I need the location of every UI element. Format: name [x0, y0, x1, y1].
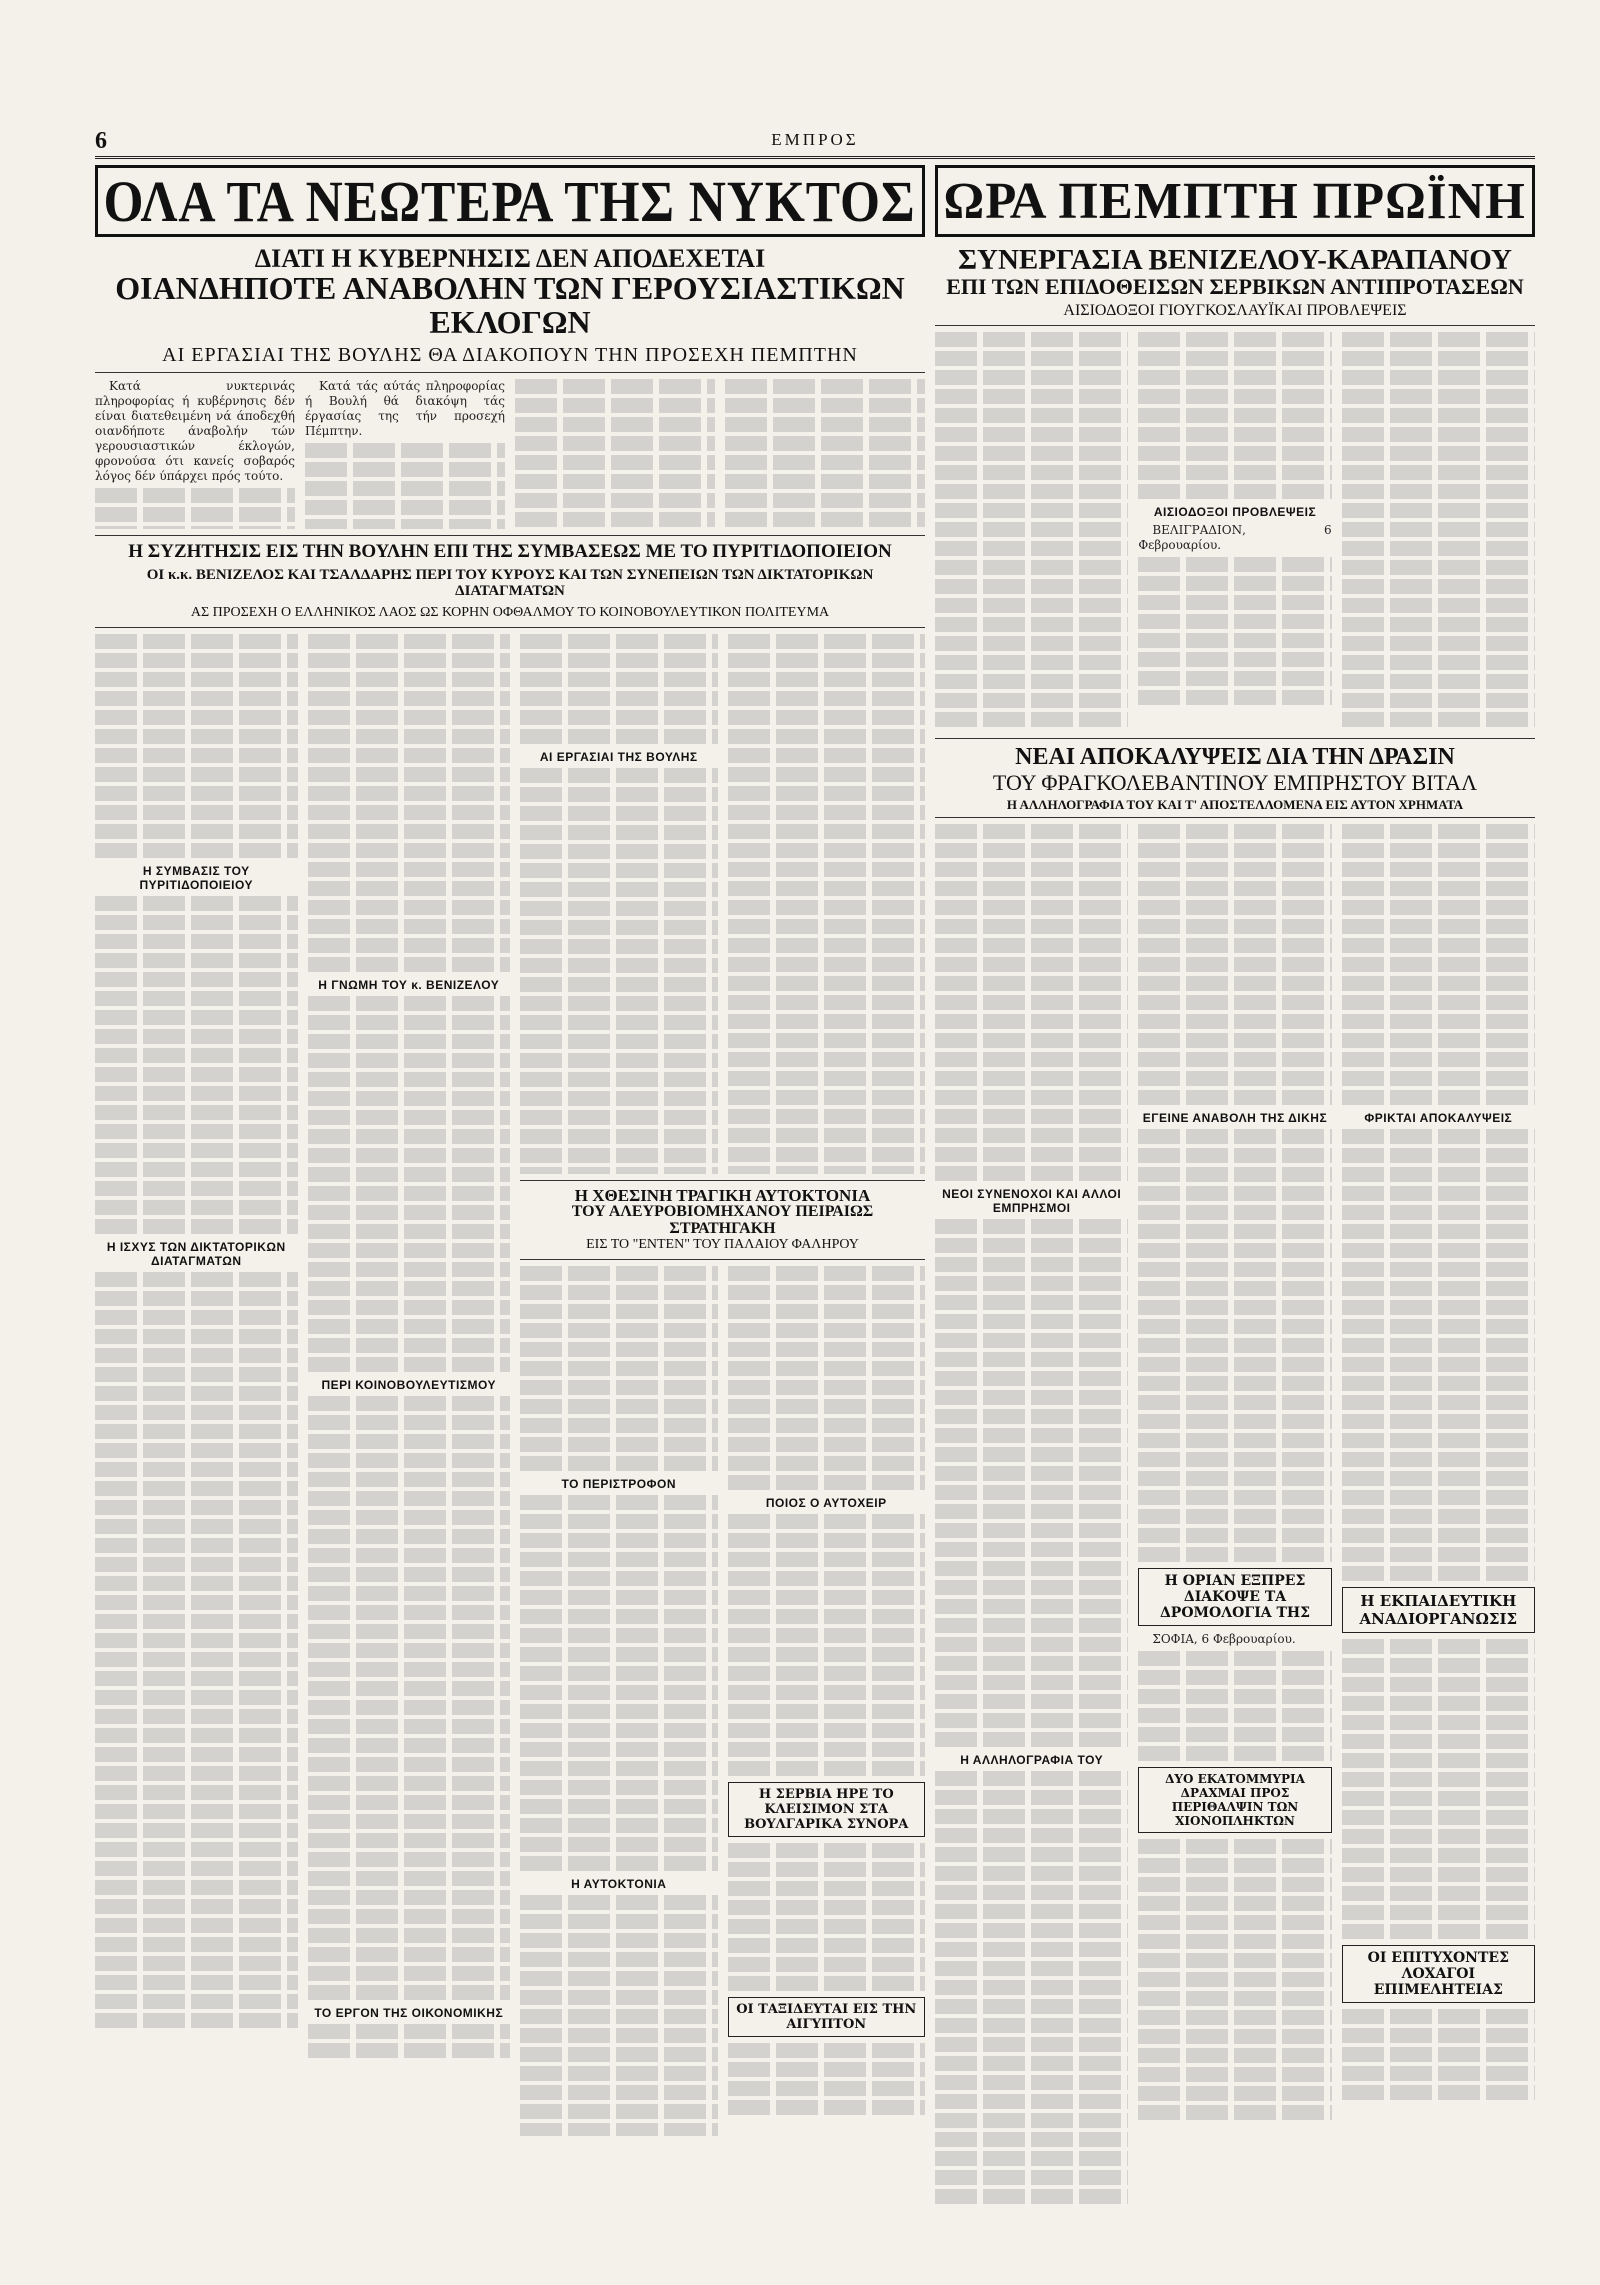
subhead: ΤΟ ΕΡΓΟΝ ΤΗΣ ΟΙΚΟΝΟΜΙΚΗΣ	[314, 2005, 504, 2020]
box-headline: Η ΣΕΡΒΙΑ ΗΡΕ ΤΟ ΚΛΕΙΣΙΜΟΝ ΣΤΑ ΒΟΥΛΓΑΡΙΚΑ ΣΥΝΟΡΑ	[728, 1782, 926, 1837]
lead-paragraph: Κατά νυκτερινάς πληροφορίας ή κυβέρνησις δέν είναι διατεθειμένη νά άποδεχθή οιανδήποτε άναβολήν τών γερουσιαστικών έκλογών, φρονούσα ότι κανείς σοβαρός λόγος δέν ύπάρχει πρός τούτο.	[95, 379, 295, 484]
column	[95, 634, 298, 2179]
left-section-subhead: ΑΣ ΠΡΟΣΕΧΗ Ο ΕΛΛΗΝΙΚΟΣ ΛΑΟΣ ΩΣ ΚΟΡΗΝ ΟΦΘΑΛΜΟΥ ΤΟ ΚΟΙΝΟΒΟΥΛΕΥΤΙΚΟΝ ΠΟΛΙΤΕΥΜΑ	[190, 604, 830, 620]
subhead: Η ΙΣΧΥΣ ΤΩΝ ΔΙΚΤΑΤΟΡΙΚΩΝ ΔΙΑΤΑΓΜΑΤΩΝ	[106, 1239, 286, 1268]
left-lead-subhead: ΑΙ ΕΡΓΑΣΙΑΙ ΤΗΣ ΒΟΥΛΗΣ ΘΑ ΔΙΑΚΟΠΟΥΝ ΤΗΝ ΠΡΟΣΕΧΗ ΠΕΜΠΤΗΝ	[162, 344, 858, 367]
right-banner: ΩΡΑ ΠΕΜΠΤΗ ΠΡΩΪΝΗ	[935, 165, 1535, 237]
right-story-subhead: Η ΑΛΛΗΛΟΓΡΑΦΙΑ ΤΟΥ ΚΑΙ Τ' ΑΠΟΣΤΕΛΛΟΜΕΝΑ ΕΙΣ ΑΥΤΟΝ ΧΡΗΜΑΤΑ	[1006, 796, 1464, 812]
right-story-headline: ΝΕΑΙ ΑΠΟΚΑΛΥΨΕΙΣ ΔΙΑ ΤΗΝ ΔΡΑΣΙΝ	[1015, 744, 1455, 771]
left-half	[95, 165, 925, 2205]
subhead: ΤΟ ΠΕΡΙΣΤΡΟΦΟΝ	[561, 1476, 676, 1491]
left-lead-headline-2: ΟΙΑΝΔΗΠΟΤΕ ΑΝΑΒΟΛΗΝ ΤΩΝ ΓΕΡΟΥΣΙΑΣΤΙΚΩΝ ΕΚΛΟΓΩΝ	[115, 270, 905, 340]
story-area	[520, 634, 925, 2179]
right-half	[935, 165, 1535, 2205]
story-headline-2: ΤΟΥ ΑΛΕΥΡΟΒΙΟΜΗΧΑΝΟΥ ΠΕΙΡΑΙΩΣ ΣΤΡΑΤΗΓΑΚΗ	[571, 1203, 874, 1238]
box-headline: Η ΕΚΠΑΙΔΕΥΤΙΚΗ ΑΝΑΔΙΟΡΓΑΝΩΣΙΣ	[1342, 1587, 1535, 1633]
right-lead-headline-2: ΕΠΙ ΤΩΝ ΕΠΙΔΟΘΕΙΣΩΝ ΣΕΡΒΙΚΩΝ ΑΝΤΙΠΡΟΤΑΣΕΩΝ	[946, 274, 1524, 300]
box-headline: ΟΙ ΤΑΞΙΔΕΥΤΑΙ ΕΙΣ ΤΗΝ ΑΙΓΥΠΤΟΝ	[728, 1997, 926, 2037]
subhead: Η ΓΝΩΜΗ ΤΟΥ κ. ΒΕΝΙΖΕΛΟΥ	[318, 977, 500, 992]
right-lead-subhead: ΑΙΣΙΟΔΟΞΟΙ ΓΙΟΥΓΚΟΣΛΑΥΪΚΑΙ ΠΡΟΒΛΕΨΕΙΣ	[1063, 301, 1407, 319]
subhead: ΑΙ ΕΡΓΑΣΙΑΙ ΤΗΣ ΒΟΥΛΗΣ	[539, 749, 698, 764]
subhead: ΠΕΡΙ ΚΟΙΝΟΒΟΥΛΕΥΤΙΣΜΟΥ	[321, 1377, 497, 1392]
left-section-headline: Η ΣΥΖΗΤΗΣΙΣ ΕΙΣ ΤΗΝ ΒΟΥΛΗΝ ΕΠΙ ΤΗΣ ΣΥΜΒΑΣΕΩΣ ΜΕ ΤΟ ΠΥΡΙΤΙΔΟΠΟΙΕΙΟΝ	[128, 541, 892, 563]
masthead	[95, 128, 1535, 159]
column	[308, 634, 511, 2179]
subhead: ΠΟΙΟΣ Ο ΑΥΤΟΧΕΙΡ	[765, 1495, 887, 1510]
story-subhead: ΕΙΣ ΤΟ "ΕΝΤΕΝ" ΤΟΥ ΠΑΛΑΙΟΥ ΦΑΛΗΡΟΥ	[586, 1237, 859, 1253]
subhead: ΝΕΟΙ ΣΥΝΕΝΟΧΟΙ ΚΑΙ ΑΛΛΟΙ ΕΜΠΡΗΣΜΟΙ	[942, 1187, 1122, 1216]
subhead: ΕΓΕΙΝΕ ΑΝΑΒΟΛΗ ΤΗΣ ΔΙΚΗΣ	[1142, 1111, 1328, 1126]
left-banner: ΟΛΑ ΤΑ ΝΕΩΤΕΡΑ ΤΗΣ ΝΥΚΤΟΣ	[95, 165, 925, 237]
left-body-columns	[95, 634, 925, 2179]
subhead: Η ΣΥΜΒΑΣΙΣ ΤΟΥ ΠΥΡΙΤΙΔΟΠΟΙΕΙΟΥ	[139, 863, 253, 892]
box-headline: ΔΥΟ ΕΚΑΤΟΜΜΥΡΙΑ ΔΡΑΧΜΑΙ ΠΡΟΣ ΠΕΡΙΘΑΛΨΙΝ ΤΩΝ ΧΙΟΝΟΠΛΗΚΤΩΝ	[1138, 1767, 1331, 1833]
page-number: 6	[95, 128, 107, 154]
right-lead-columns	[935, 332, 1535, 732]
lead-paragraph: Κατά τάς αύτάς πληροφορίας ή Βουλή θά διακόψη τάς έργασίας της τήν προσεχή Πέμπτην.	[305, 379, 505, 439]
box-headline: ΟΙ ΕΠΙΤΥΧΟΝΤΕΣ ΛΟΧΑΓΟΙ ΕΠΙΜΕΛΗΤΕΙΑΣ	[1342, 1945, 1535, 2003]
subhead: Η ΑΥΤΟΚΤΟΝΙΑ	[571, 1876, 667, 1891]
dateline: ΣΟΦΙΑ, 6 Φεβρουαρίου.	[1152, 1632, 1296, 1647]
dateline: ΒΕΛΙΓΡΑΔΙΟΝ, 6 Φεβρουαρίου.	[1138, 523, 1332, 553]
left-section-headline-2: ΟΙ κ.κ. ΒΕΝΙΖΕΛΟΣ ΚΑΙ ΤΣΑΛΔΑΡΗΣ ΠΕΡΙ ΤΟΥ ΚΥΡΟΥΣ ΚΑΙ ΤΩΝ ΣΥΝΕΠΕΙΩΝ ΤΩΝ ΔΙΚΤΑΤΟΡΙΚΩΝ ΔΙΑΤΑΓΜΑΤΩΝ	[146, 567, 874, 600]
paper-name: ΕΜΠΡΟΣ	[771, 130, 859, 149]
right-story-headline-2: ΤΟΥ ΦΡΑΓΚΟΛΕΒΑΝΤΙΝΟΥ ΕΜΠΡΗΣΤΟΥ ΒΙΤΑΛ	[992, 769, 1478, 795]
story-headline: Η ΧΘΕΣΙΝΗ ΤΡΑΓΙΚΗ ΑΥΤΟΚΤΟΝΙΑ	[574, 1185, 871, 1205]
left-lead-headline: ΔΙΑΤΙ Η ΚΥΒΕΡΝΗΣΙΣ ΔΕΝ ΑΠΟΔΕΧΕΤΑΙ	[254, 244, 766, 273]
subhead: ΑΙΣΙΟΔΟΞΟΙ ΠΡΟΒΛΕΨΕΙΣ	[1153, 505, 1317, 520]
subhead: Η ΑΛΛΗΛΟΓΡΑΦΙΑ ΤΟΥ	[960, 1753, 1104, 1768]
left-lead-columns	[95, 379, 925, 529]
subhead: ΦΡΙΚΤΑΙ ΑΠΟΚΑΛΥΨΕΙΣ	[1364, 1111, 1513, 1126]
right-body-columns	[935, 824, 1535, 2205]
right-lead-headline: ΣΥΝΕΡΓΑΣΙΑ ΒΕΝΙΖΕΛΟΥ-ΚΑΡΑΠΑΝΟΥ	[958, 244, 1512, 276]
box-headline: Η ΟΡΙΑΝ ΕΞΠΡΕΣ ΔΙΑΚΟΨΕ ΤΑ ΔΡΟΜΟΛΟΓΙΑ ΤΗΣ	[1138, 1568, 1331, 1626]
